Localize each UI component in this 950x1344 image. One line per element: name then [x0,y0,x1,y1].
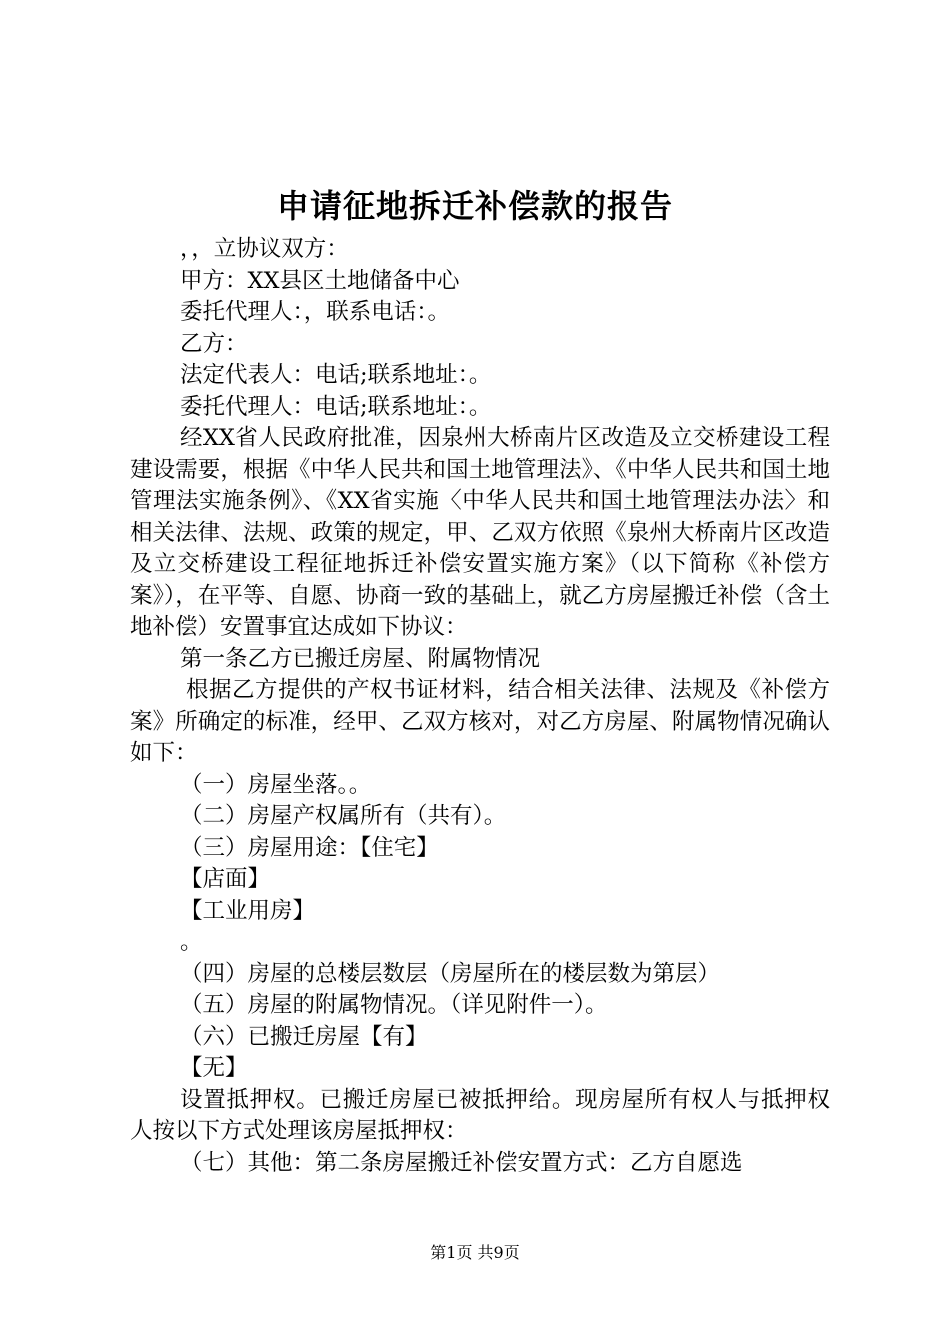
document-title: 申请征地拆迁补偿款的报告 [276,187,673,225]
paragraph-item-3-industrial: 【工业用房】 [180,897,316,924]
paragraph-party-b-agent: 委托代理人：电话;联系地址：。 [180,393,492,420]
paragraph-item-3-end: 。 [180,929,203,955]
page-number: 第1页 共9页 [430,1243,520,1262]
paragraph-party-a-agent: 委托代理人：，联系电话：。 [180,299,451,325]
paragraph-party-b: 乙方： [180,330,248,357]
document-body [130,234,830,1179]
paragraph-item-5: （五）房屋的附属物情况。（详见附件一）。 [180,992,608,1018]
paragraph-item-6-none: 【无】 [180,1055,248,1081]
paragraph-party-a: 甲方：XX县区土地储备中心 [180,267,460,294]
paragraph-item-3: （三）房屋用途：【住宅】 [180,834,439,861]
paragraph-article-1-body: 根据乙方提供的产权书证材料，结合相关法律、法规及《补偿方案》所确定的标准，经甲、乙双方核对，对乙方房屋、附属物情况确认如下： [130,677,830,766]
paragraph-item-7: （七）其他：第二条房屋搬迁补偿安置方式：乙方自愿选 [180,1149,743,1176]
paragraph-item-4: （四）房屋的总楼层数层（房屋所在的楼层数为第层） [180,960,721,987]
paragraph-article-1-heading: 第一条乙方已搬迁房屋、附属物情况 [180,645,541,672]
paragraph-item-2: （二）房屋产权属所有（共有）。 [180,803,507,829]
paragraph-mortgage: 设置抵押权。已搬迁房屋已被抵押给。现房屋所有权人与抵押权人按以下方式处理该房屋抵押权： [130,1086,830,1144]
paragraph-party-b-representative: 法定代表人：电话;联系地址：。 [180,362,492,388]
paragraph-preamble: 经XX省人民政府批准，因泉州大桥南片区改造及立交桥建设工程建设需要，根据《中华人民共和国土地管理法》、《中华人民共和国土地管理法实施条例》、《XX省实施〈中华人民共和国土地管理法办法〉和相关法律、法规、政策的规定，甲、乙双方依照《泉州大桥南片区改造及立交桥建设工程征地拆迁补偿安置实施方案》（以下简称《补偿方案》），在平等、自愿、协商一致的基础上，就乙方房屋搬迁补偿（含土地补偿）安置事宜达成如下协议： [130,425,830,640]
paragraph-parties-intro: ，，立协议双方： [180,236,349,262]
paragraph-item-1: （一）房屋坐落。。 [180,771,372,798]
paragraph-item-3-shop: 【店面】 [180,866,271,892]
paragraph-item-6: （六）已搬迁房屋【有】 [180,1023,428,1050]
